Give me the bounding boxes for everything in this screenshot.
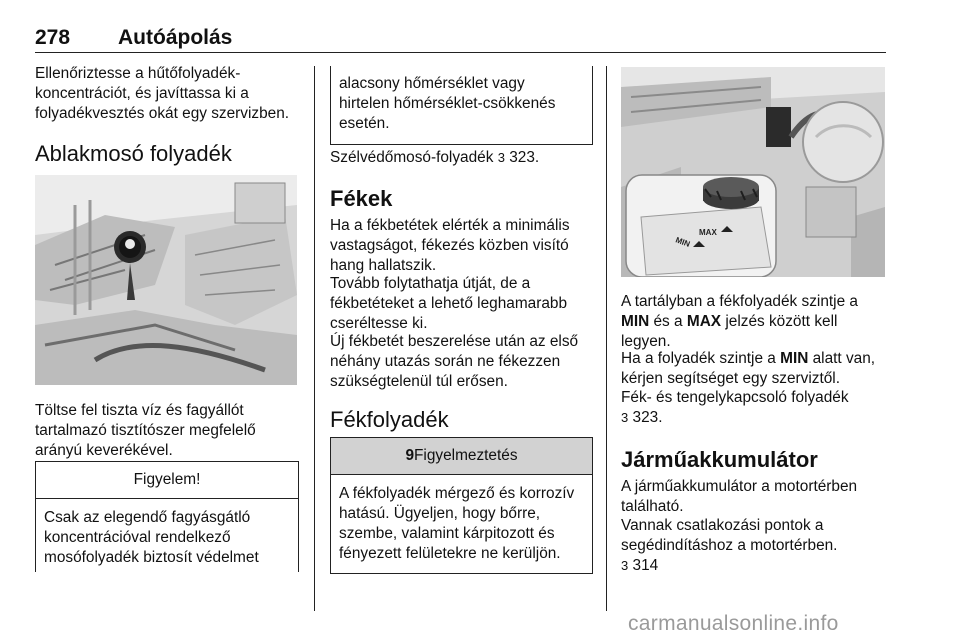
text-line: koncentrációt, és javíttassa ki a — [35, 85, 249, 102]
heading-battery: Járműakkumulátor — [621, 447, 818, 472]
reference-text: Szélvédőmosó-folyadék — [330, 149, 494, 166]
max-mark-label: MAX — [699, 228, 717, 237]
text-line: A fékfolyadék mérgező és korrozív — [339, 485, 575, 502]
text-line: legyen. — [621, 333, 671, 350]
brakes-paragraph-1 — [330, 216, 600, 276]
text-line[interactable] — [621, 408, 896, 428]
text-line: található. — [621, 498, 684, 515]
warning-box — [330, 437, 593, 574]
fluid-reference — [621, 388, 896, 428]
text-line: Ellenőriztesse a hűtőfolyadék- — [35, 65, 241, 82]
brakes-paragraph-2 — [330, 274, 600, 334]
text-line: esetén. — [339, 115, 390, 132]
text-line: cseréltesse ki. — [330, 315, 428, 332]
text-line: szembe, valamint kárpitozott és — [339, 525, 555, 542]
text-line: fékbetéteket a lehető leghamarabb — [330, 295, 568, 312]
text-line: Ha a folyadék szintje a MIN alatt van, — [621, 350, 876, 367]
washer-reference[interactable] — [330, 148, 600, 168]
text-line: Fék- és tengelykapcsoló folyadék — [621, 389, 849, 406]
inset-detail — [626, 175, 776, 277]
text-line: segédindításhoz a motortérben. — [621, 537, 838, 554]
text-line: MIN és a MAX jelzés között kell — [621, 313, 838, 330]
text-line: Csak az elegendő fagyásgátló — [44, 509, 251, 526]
reference-page[interactable]: 314 — [632, 557, 659, 574]
heading-washer-fluid: Ablakmosó folyadék — [35, 141, 232, 166]
warning-icon: 9 — [405, 447, 415, 464]
page-reference-icon: 3 — [621, 558, 629, 573]
reference-page[interactable]: 323. — [509, 149, 540, 166]
warning-body — [331, 475, 592, 573]
heading-brake-fluid: Fékfolyadék — [330, 407, 449, 432]
text-line: koncentrációval rendelkező — [44, 529, 231, 546]
text-line[interactable] — [621, 556, 896, 576]
text-line: Új fékbetét beszerelése után az első — [330, 333, 579, 350]
text-line: A tartályban a fékfolyadék szintje a — [621, 293, 858, 310]
text-line: alacsony hőmérséklet vagy — [339, 75, 525, 92]
heading-brakes: Fékek — [330, 186, 393, 211]
coolant-paragraph — [35, 64, 305, 124]
warning-title-bar — [331, 438, 592, 475]
text-line: fényezett felületekre ne kerüljön. — [339, 545, 561, 562]
column-divider-1 — [314, 66, 315, 611]
text-line: Vannak csatlakozási pontok a — [621, 517, 824, 534]
notice-box-continued — [330, 66, 593, 145]
washer-paragraph — [35, 401, 305, 461]
text-line: Tovább folytathatja útját, de a — [330, 275, 531, 292]
notice-body — [36, 499, 298, 577]
text-line: arányú keverékével. — [35, 442, 173, 459]
text-line: Ha a fékbetétek elérték a minimális — [330, 217, 570, 234]
brake-reservoir-illustration — [621, 67, 885, 277]
brake-fluid-reservoir-figure — [621, 67, 885, 277]
engine-bay-illustration — [35, 175, 297, 385]
text-line: mosófolyadék biztosít védelmet — [44, 549, 259, 566]
header-rule — [35, 52, 886, 53]
battery-paragraph-1 — [621, 477, 896, 517]
text-line: hatású. Ügyeljen, hogy bőrre, — [339, 505, 541, 522]
low-level-paragraph — [621, 349, 896, 389]
text-line: hirtelen hőmérséklet-csökkenés — [339, 95, 556, 112]
watermark: carmanualsonline.info — [628, 612, 839, 635]
page-reference-icon: 3 — [497, 150, 505, 165]
notice-title: Figyelem! — [36, 462, 298, 499]
text-line: szükségtelenül túl erősen. — [330, 373, 508, 390]
text-line: vastagságot, fékezés közben visító — [330, 237, 569, 254]
text-line: hang hallatszik. — [330, 257, 437, 274]
min-mark-label: MIN — [674, 235, 692, 249]
reference-page[interactable]: 323. — [632, 409, 663, 426]
column-divider-2 — [606, 66, 607, 611]
text-line: néhány utazás során ne fékezzen — [330, 353, 561, 370]
warning-title: Figyelmeztetés — [414, 447, 518, 464]
page-number: 278 — [35, 26, 71, 49]
text-line: A járműakkumulátor a motortérben — [621, 478, 858, 495]
battery-paragraph-2 — [621, 516, 896, 576]
text-line: kérjen segítséget egy szerviztől. — [621, 370, 840, 387]
washer-reservoir-figure — [35, 175, 297, 385]
text-line: Töltse fel tiszta víz és fagyállót — [35, 402, 244, 419]
page-section-title: Autóápolás — [118, 26, 233, 49]
text-line: tartalmazó tisztítószer megfelelő — [35, 422, 256, 439]
brakes-paragraph-3 — [330, 332, 600, 392]
notice-body-continued — [331, 66, 592, 144]
text-line: folyadékvesztés okát egy szervizben. — [35, 105, 290, 122]
page-reference-icon: 3 — [621, 410, 629, 425]
fluid-level-paragraph — [621, 292, 896, 352]
notice-box — [35, 461, 299, 572]
